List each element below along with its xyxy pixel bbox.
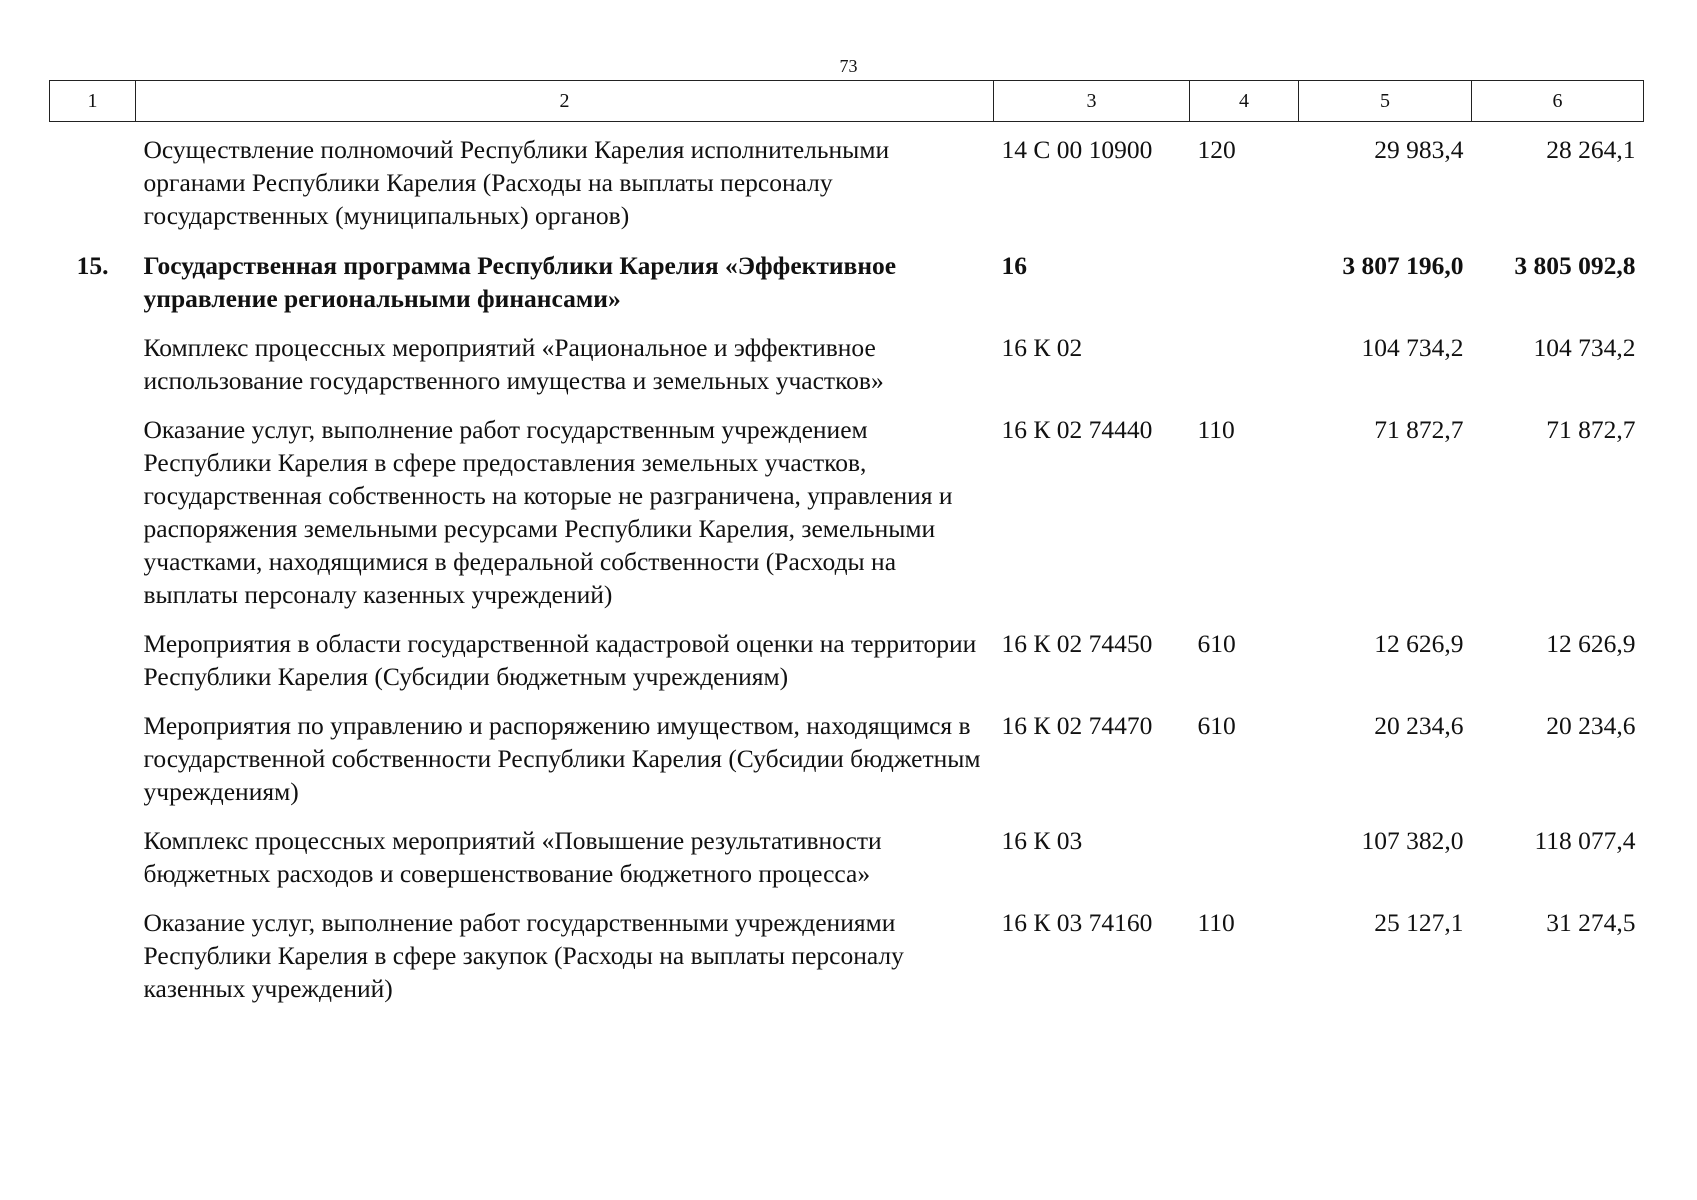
header-col-6: 6 [1472, 81, 1644, 122]
row-expense-type [1190, 331, 1299, 413]
row-name: Мероприятия по управлению и распоряжению имуществом, находящимся в государственной собственности Республики Карелия (Субсидии бюджетным учреждениям) [143, 711, 981, 806]
row-name: Осуществление полномочий Республики Карелия исполнительными органами Республики Карелия (Расходы на выплаты персоналу государственных (муниципальных) органов) [143, 135, 890, 230]
row-code: 16 К 02 74440 [1001, 415, 1153, 444]
row-name: Комплекс процессных мероприятий «Повышение результативности бюджетных расходов и совершенствование бюджетного процесса» [143, 826, 882, 888]
page-number: 73 [839, 56, 858, 76]
row-name: Мероприятия в области государственной кадастровой оценки на территории Республики Карелия (Субсидии бюджетным учреждениям) [143, 629, 977, 691]
row-number [50, 627, 136, 709]
header-col-5: 5 [1299, 81, 1472, 122]
row-name: Государственная программа Республики Карелия «Эффективное управление региональными финансами» [143, 251, 897, 313]
row-amount-col5: 29 983,4 [1374, 135, 1464, 164]
row-amount-col6: 118 077,4 [1534, 826, 1636, 855]
row-code: 16 [1001, 251, 1027, 280]
row-amount-col5: 104 734,2 [1361, 333, 1464, 362]
row-expense-type [1190, 248, 1299, 331]
row-amount-col6: 3 805 092,8 [1514, 251, 1636, 280]
table-row-program [50, 248, 1644, 331]
row-amount-col6: 104 734,2 [1533, 333, 1636, 362]
row-amount-col6: 12 626,9 [1546, 629, 1636, 658]
row-number [50, 122, 136, 249]
row-amount-col5: 3 807 196,0 [1342, 251, 1464, 280]
header-col-4: 4 [1190, 81, 1299, 122]
header-col-1: 1 [50, 81, 136, 122]
row-expense-type [1190, 824, 1299, 906]
header-col-2: 2 [136, 81, 994, 122]
row-number: 15. [76, 251, 109, 280]
row-amount-col6: 20 234,6 [1546, 711, 1636, 740]
row-expense-type: 610 [1197, 711, 1236, 740]
table-row [50, 413, 1644, 627]
row-number [50, 824, 136, 906]
row-number [50, 709, 136, 824]
row-code: 16 К 03 [1001, 826, 1083, 855]
row-number [50, 331, 136, 413]
table-body [50, 122, 1644, 1022]
row-name: Комплекс процессных мероприятий «Рациональное и эффективное использование государственного имущества и земельных участков» [143, 333, 884, 395]
row-amount-col5: 12 626,9 [1374, 629, 1464, 658]
header-col-3: 3 [994, 81, 1190, 122]
row-amount-col5: 20 234,6 [1374, 711, 1464, 740]
budget-table [49, 80, 1644, 1021]
row-amount-col5: 107 382,0 [1361, 826, 1464, 855]
row-expense-type: 110 [1197, 415, 1235, 444]
row-name: Оказание услуг, выполнение работ государственным учреждением Республики Карелия в сфере предоставления земельных участков, государственная собственность на которые не разграничена, управления и распоряжения земельными ресурсами Республики Карелия, земельными участками, находящимися в федеральной собственности (Расходы на выплаты персоналу казенных учреждений) [143, 415, 953, 609]
row-code: 16 К 02 [1001, 333, 1083, 362]
row-code: 16 К 02 74470 [1001, 711, 1153, 740]
row-number [50, 413, 136, 627]
row-amount-col6: 28 264,1 [1546, 135, 1636, 164]
table-row [50, 331, 1644, 413]
row-expense-type: 110 [1197, 908, 1235, 937]
row-expense-type: 120 [1197, 135, 1236, 164]
row-amount-col6: 71 872,7 [1546, 415, 1636, 444]
row-number [50, 906, 136, 1021]
table-header [50, 81, 1644, 122]
row-code: 14 С 00 10900 [1001, 135, 1153, 164]
row-amount-col5: 25 127,1 [1374, 908, 1464, 937]
table-row [50, 906, 1644, 1021]
table-row [50, 824, 1644, 906]
table-row [50, 627, 1644, 709]
table-row [50, 122, 1644, 249]
row-amount-col6: 31 274,5 [1546, 908, 1636, 937]
header-row [50, 81, 1644, 122]
row-code: 16 К 03 74160 [1001, 908, 1153, 937]
table-row [50, 709, 1644, 824]
row-code: 16 К 02 74450 [1001, 629, 1153, 658]
row-name: Оказание услуг, выполнение работ государственными учреждениями Республики Карелия в сфере закупок (Расходы на выплаты персоналу казенных учреждений) [143, 908, 904, 1003]
row-expense-type: 610 [1197, 629, 1236, 658]
row-amount-col5: 71 872,7 [1374, 415, 1464, 444]
